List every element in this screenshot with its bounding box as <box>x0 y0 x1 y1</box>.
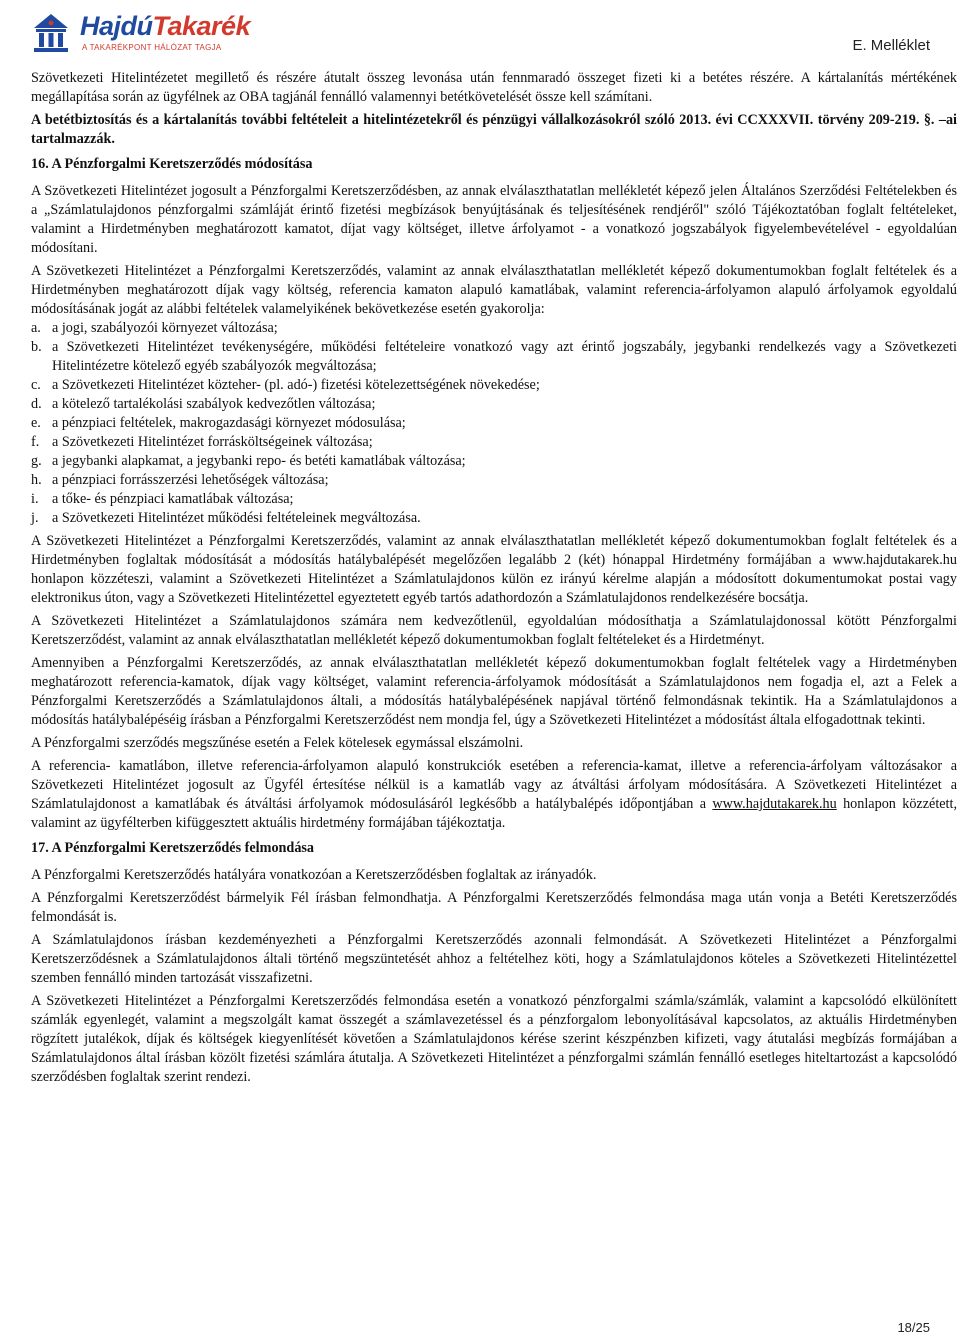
paragraph: A Szövetkezeti Hitelintézet a Pénzforgalmi Keretszerződés felmondása esetén a vonatkozó pénzforgalmi számla/számlák, valamint a kapcsolódó elkülönített számlák egyenlegét, valamint a megszolgált kamat összegét a számlavezetéssel és a pénzforgalom lebonyolításával kapcsolatos, az aktuális Hirdetményben rögzített jutalékok, díjak és költségek kiegyenlítését követően a Számlatulajdonos kérése szerint készpénzben kifizeti, vagy átutalási megbízás formájában a Számlatulajdonos által írásban közölt fizetési számlára átutalja. A Szövetkezeti Hitelintézet a pénzforgalmi számlán fennálló esetleges hiteltartozást a kapcsolódó szerződésben foglaltak szerint rendezi. <box>31 993 957 1085</box>
section-heading-17: 17. A Pénzforgalmi Keretszerződés felmondása <box>31 840 315 856</box>
paragraph <box>31 757 957 833</box>
document-body <box>31 69 957 1091</box>
paragraph: Szövetkezeti Hitelintézetet megillető és részére átutalt összeg levonása után fennmaradó összeget fizeti ki a betétes részére. A kártalanítás mértékének megállapítása során az ügyfélnek az OBA tagjánál fennálló valamennyi betétkövetelését össze kell számítani. <box>31 70 957 105</box>
list-text: a kötelező tartalékolási szabályok kedvezőtlen változása; <box>52 396 376 412</box>
paragraph: A Szövetkezeti Hitelintézet a Számlatulajdonos számára nem kedvezőtlenül, egyoldalúan módosíthatja a Számlatulajdonossal kötött Pénzforgalmi Keretszerződést, valamint az annak elválaszthatatlan mellékletét képező dokumentumokban foglalt feltételeket és a Hirdetményt. <box>31 613 957 648</box>
annex-label: E. Melléklet <box>852 37 930 54</box>
list-text: a tőke- és pénzpiaci kamatlábak változása; <box>52 491 294 507</box>
list-text: a jegybanki alapkamat, a jegybanki repo- és betéti kamatlábak változása; <box>52 453 466 469</box>
paragraph: A Számlatulajdonos írásban kezdeményezheti a Pénzforgalmi Keretszerződés azonnali felmondását. A Szövetkezeti Hitelintézet a Pénzforgalmi Keretszerződésnek a Számlatulajdonos általi történő megszüntetését ahhoz a feltételhez köti, hogy a Számlatulajdonos köteles a Szövetkezeti Hitelintézettel szemben fennálló minden tartozását visszafizetni. <box>31 932 957 986</box>
list-marker: f. <box>31 434 40 450</box>
list-text: a Szövetkezeti Hitelintézet tevékenységére, működési feltételeire vonatkozó vagy azt érintő jogszabály, jegybanki rendelkezés vagy a Szövetkezeti Hitelintézetre kötelező egyéb szabályozók megváltozása; <box>52 339 957 374</box>
paragraph: A Szövetkezeti Hitelintézet a Pénzforgalmi Keretszerződés, valamint az annak elválaszthatatlan mellékletét képező dokumentumokban foglalt feltételek és a Hirdetményben foglaltak módosítását a módosítás hatálybalépését megelőzően legalább 2 (két) hónappal Hirdetmény formájában a www.hajdutakarek.hu honlapon közzéteszi, valamint a Szövetkezeti Hitelintézet a Számlatulajdonos külön ez irányú kérelme alapján a módosított dokumentumokat postai vagy elektronikus úton, vagy a Szövetkezeti Hitelintézettel egyeztetett egyéb tartós adathordozón a Számlatulajdonos rendelkezésére bocsátja. <box>31 533 957 606</box>
paragraph: A Szövetkezeti Hitelintézet a Pénzforgalmi Keretszerződés, valamint az annak elválaszthatatlan mellékletét képező dokumentumokban foglalt feltételek és a Hirdetményben meghatározott díjak vagy költség, referencia kamaton alapuló kamatlábak, valamint referencia-árfolyamon alapuló árfolyamok egyoldalú módosításának jogát az alábbi feltételek valamelyikének bekövetkezése esetén gyakorolja: <box>31 263 957 317</box>
logo-tagline: A TAKARÉKPONT HÁLÓZAT TAGJA <box>82 43 222 52</box>
list-item <box>31 433 957 452</box>
list-text: a Szövetkezeti Hitelintézet közteher- (pl. adó-) fizetési kötelezettségének növekedése; <box>52 377 540 393</box>
paragraph-text: A referencia- kamatlábon, illetve referencia-árfolyamon alapuló konstrukciók esetében a referencia-kamat, illetve a referencia-árfolyam változásakor a Szövetkezeti Hitelintézet jogosult az Ügyfél értesítése nélkül is a kamatláb vagy az átváltási árfolyam módosítására. A Szövetkezeti Hitelintézet a Számlatulajdonost a kamatlábak és átváltási árfolyamok módosulásáról legkésőbb a hatálybalépés időpontjában a <box>31 758 957 812</box>
hajdu-takarek-logo <box>30 10 260 56</box>
list-text: a Szövetkezeti Hitelintézet forrásköltségeinek változása; <box>52 434 373 450</box>
list-item <box>31 376 957 395</box>
list-item <box>31 319 957 338</box>
section-heading-16: 16. A Pénzforgalmi Keretszerződés módosítása <box>31 156 313 172</box>
paragraph-bold: A betétbiztosítás és a kártalanítás további feltételeit a hitelintézetekről és pénzügyi vállalkozásokról szóló 2013. évi CCXXXVII. törvény 209-219. §. –ai tartalmazzák. <box>31 112 957 147</box>
list-marker: a. <box>31 320 41 336</box>
page-number: 18/25 <box>897 1320 930 1335</box>
list-marker: b. <box>31 339 42 355</box>
list-text: a Szövetkezeti Hitelintézet működési feltételeinek megváltozása. <box>52 510 421 526</box>
list-text: a pénzpiaci forrásszerzési lehetőségek változása; <box>52 472 329 488</box>
list-marker: g. <box>31 453 42 469</box>
list-marker: d. <box>31 396 42 412</box>
list-marker: c. <box>31 377 41 393</box>
paragraph: A Pénzforgalmi Keretszerződést bármelyik Fél írásban felmondhatja. A Pénzforgalmi Keretszerződés felmondása maga után vonja a Betéti Keretszerződés felmondását is. <box>31 890 957 925</box>
logo-wordmark: HajdúTakarék <box>80 11 251 41</box>
conditions-list <box>31 319 957 528</box>
paragraph: A Pénzforgalmi szerződés megszűnése esetén a Felek kötelesek egymással elszámolni. <box>31 735 524 751</box>
list-marker: e. <box>31 415 41 431</box>
list-item <box>31 490 957 509</box>
list-marker: h. <box>31 472 42 488</box>
paragraph-text: honlapon közzétett, valamint az ügyfélterben kifüggesztett aktuális hirdetmény formájában tájékoztatja. <box>31 796 957 831</box>
paragraph: A Pénzforgalmi Keretszerződés hatályára vonatkozóan a Keretszerződésben foglaltak az irányadók. <box>31 867 597 883</box>
paragraph: A Szövetkezeti Hitelintézet jogosult a Pénzforgalmi Keretszerződésben, az annak elválaszthatatlan mellékletét képező jelen Általános Szerződési Feltételekben és a „Számlatulajdonos pénzforgalmi számláját érintő fizetési megbízások benyújtásának és teljesítésének rendjéről" szóló Tájékoztatóban foglalt feltételeket, valamint a Hirdetményben meghatározott kamatot, díjat vagy költséget, illetve árfolyamot - a vonatkozó jogszabályok figyelembevételével - egyoldalúan módosítani. <box>31 183 957 256</box>
list-marker: i. <box>31 491 39 507</box>
list-item <box>31 395 957 414</box>
paragraph: Amennyiben a Pénzforgalmi Keretszerződés, az annak elválaszthatatlan mellékletét képező dokumentumokban foglalt feltételek vagy a Hirdetményben meghatározott referencia-kamatok, díjak vagy költséget, valamint referencia-árfolyamok módosítását a Számlatulajdonos nem fogadja el, azt a Felek a Pénzforgalmi Keretszerződés a Számlatulajdonos általi, a módosítás hatálybalépésének napjával történő felmondásnak tekintik. Ha a Számlatulajdonos a módosítás hatálybalépéséig írásban a Pénzforgalmi Keretszerződést nem mondja fel, úgy a Szövetkezeti Hitelintézet a módosítást általa elfogadottnak tekinti. <box>31 655 957 728</box>
list-item <box>31 452 957 471</box>
list-text: a pénzpiaci feltételek, makrogazdasági környezet módosulása; <box>52 415 406 431</box>
list-item <box>31 414 957 433</box>
website-link[interactable]: www.hajdutakarek.hu <box>712 796 837 812</box>
list-marker: j. <box>31 510 39 526</box>
list-text: a jogi, szabályozói környezet változása; <box>52 320 278 336</box>
list-item <box>31 338 957 376</box>
list-item <box>31 509 957 528</box>
list-item <box>31 471 957 490</box>
